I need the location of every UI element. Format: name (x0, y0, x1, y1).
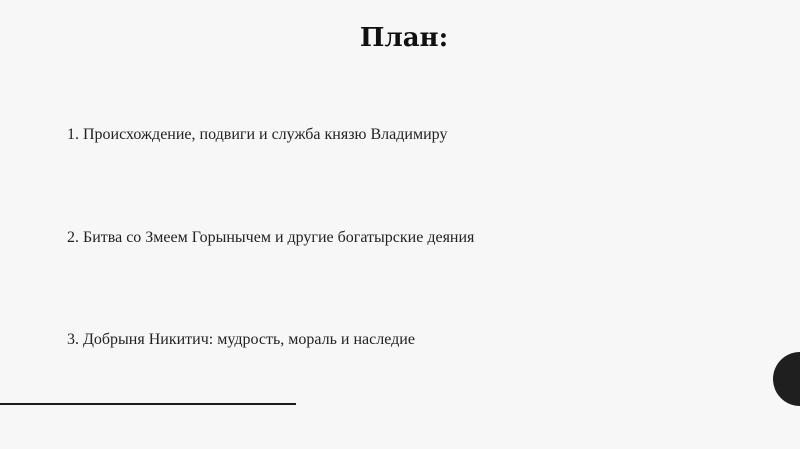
floating-action-button[interactable] (773, 352, 800, 406)
slide-progress-bar (0, 403, 800, 405)
plan-item-2: 2. Битва со Змеем Горынычем и другие богатырские деяния (67, 229, 475, 246)
plan-item-1: 1. Происхождение, подвиги и служба князю Владимиру (67, 126, 448, 143)
slide-progress-fill (0, 403, 296, 405)
slide-title: План: (359, 23, 449, 53)
plan-item-3: 3. Добрыня Никитич: мудрость, мораль и наследие (67, 331, 415, 348)
